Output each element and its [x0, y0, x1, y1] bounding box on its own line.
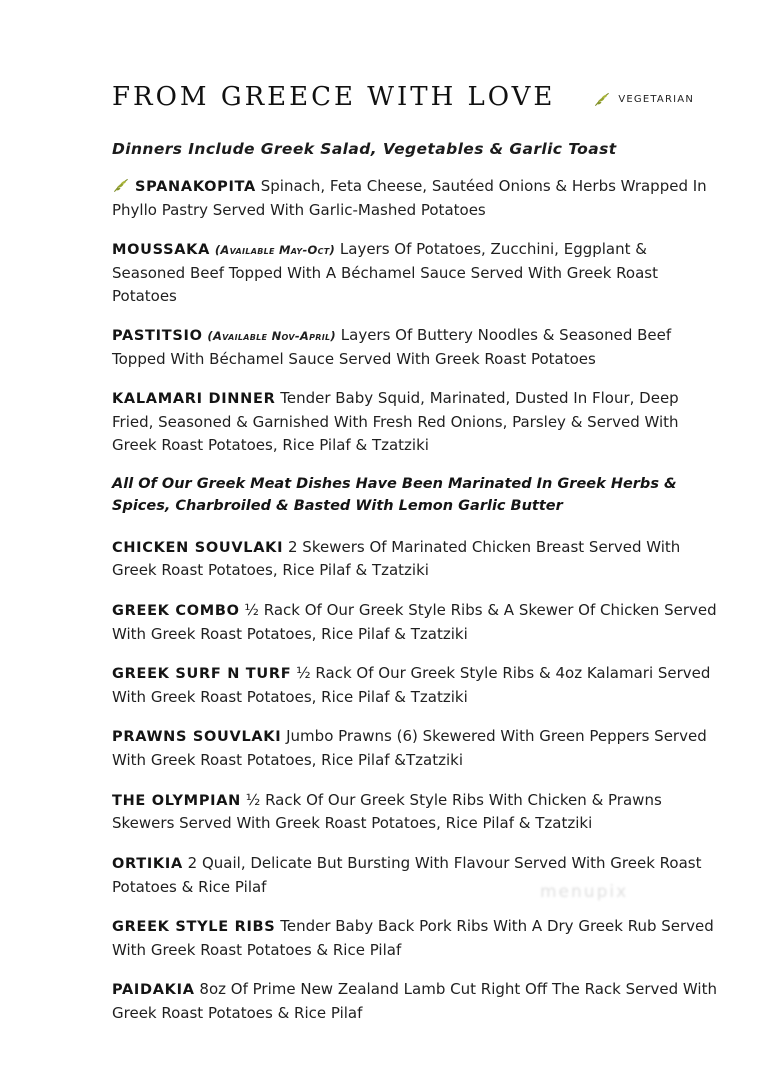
- menu-item-description: ½ Rack Of Our Greek Style Ribs & A Skewer Of Chicken Served With Greek Roast Potatoes, Rice Pilaf & Tzatziki: [112, 600, 717, 643]
- menu-item-description: Layers Of Potatoes, Zucchini, Eggplant & Seasoned Beef Topped With A Béchamel Sauce Served With Greek Roast Potatoes: [112, 240, 658, 305]
- watermark: menupix: [540, 882, 629, 902]
- menu-subtitle: Dinners Include Greek Salad, Vegetables & Garlic Toast: [112, 140, 617, 158]
- vegetarian-leaf-icon: [112, 178, 130, 193]
- menu-items-top-group: [112, 175, 720, 456]
- menu-item: [112, 978, 720, 1024]
- menu-item-name: CHICKEN SOUVLAKI: [112, 539, 284, 556]
- menu-item: [112, 536, 720, 582]
- menu-item: [112, 852, 720, 898]
- menu-item-description: Spinach, Feta Cheese, Sautéed Onions & Herbs Wrapped In Phyllo Pastry Served With Garlic-Mashed Potatoes: [112, 177, 707, 219]
- menu-item-availability: (Available Nov-April): [207, 329, 336, 343]
- menu-item-name: GREEK SURF N TURF: [112, 666, 292, 682]
- menu-item-name: GREEK COMBO: [112, 602, 240, 619]
- menu-item: [112, 662, 720, 708]
- menu-item-name: THE OLYMPIAN: [112, 792, 241, 809]
- menu-item-description: Layers Of Buttery Noodles & Seasoned Beef Topped With Béchamel Sauce Served With Greek Roast Potatoes: [112, 326, 672, 368]
- menu-item-description: ½ Rack Of Our Greek Style Ribs & 4oz Kalamari Served With Greek Roast Potatoes, Rice Pilaf & Tzatziki: [112, 664, 711, 706]
- menu-item-description: 8oz Of Prime New Zealand Lamb Cut Right Off The Rack Served With Greek Roast Potatoes & Rice Pilaf: [112, 980, 717, 1022]
- menu-item-name: KALAMARI DINNER: [112, 391, 276, 408]
- menu-item-name: MOUSSAKA: [112, 242, 211, 259]
- vegetarian-leaf-icon: [593, 92, 611, 107]
- header: [112, 82, 720, 112]
- menu-item: [112, 175, 720, 221]
- menu-item: [112, 238, 720, 307]
- vegetarian-legend-label: VEGETARIAN: [618, 94, 694, 105]
- menu-item-description: ½ Rack Of Our Greek Style Ribs With Chicken & Prawns Skewers Served With Greek Roast Potatoes, Rice Pilaf & Tzatziki: [112, 790, 662, 833]
- menu-item-description: 2 Skewers Of Marinated Chicken Breast Served With Greek Roast Potatoes, Rice Pilaf & Tzatziki: [112, 537, 681, 580]
- menu-item: [112, 915, 720, 961]
- menu-item-description: Jumbo Prawns (6) Skewered With Green Peppers Served With Greek Roast Potatoes, Rice Pilaf &Tzatziki: [112, 727, 707, 769]
- menu-items-bottom-group: [112, 536, 720, 1025]
- menu-item-description: 2 Quail, Delicate But Bursting With Flavour Served With Greek Roast Potatoes & Rice Pilaf: [112, 853, 702, 896]
- menu-item-name: PAIDAKIA: [112, 982, 195, 999]
- menu-item-name: PRAWNS SOUVLAKI: [112, 729, 282, 746]
- menu-item-description: Tender Baby Squid, Marinated, Dusted In Flour, Deep Fried, Seasoned & Garnished With Fresh Red Onions, Parsley & Served With Greek Roast Potatoes, Rice Pilaf & Tzatziki: [112, 389, 679, 454]
- menu-note: All Of Our Greek Meat Dishes Have Been Marinated In Greek Herbs & Spices, Charbroiled & Basted With Lemon Garlic Butter: [112, 476, 677, 514]
- page-title: FROM GREECE WITH LOVE: [112, 82, 556, 112]
- menu-item-name: GREEK STYLE RIBS: [112, 919, 276, 935]
- menu-item: [112, 324, 720, 370]
- menu-item: [112, 789, 720, 835]
- menu-item: [112, 599, 720, 645]
- menu-item-name: SPANAKOPITA: [135, 179, 256, 195]
- menu-item-name: PASTITSIO: [112, 328, 203, 344]
- menu-item-description: Tender Baby Back Pork Ribs With A Dry Greek Rub Served With Greek Roast Potatoes & Rice Pilaf: [112, 917, 714, 959]
- vegetarian-legend: [593, 90, 694, 109]
- menu-item-name: ORTIKIA: [112, 855, 183, 872]
- vegetarian-legend-icon-slot: [593, 90, 616, 109]
- menu-item: [112, 725, 720, 771]
- menu-item-availability: (Available May-Oct): [214, 243, 336, 258]
- menu-item: [112, 387, 720, 456]
